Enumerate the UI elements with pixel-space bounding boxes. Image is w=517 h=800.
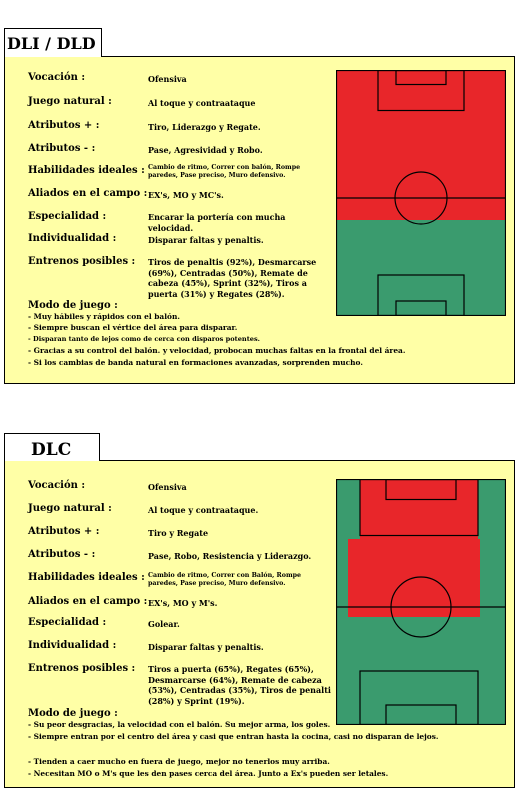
row-value: Pase, Agresividad y Robo.: [148, 145, 263, 155]
pitch-green-zone: [336, 220, 506, 316]
pitch-red-zone: [360, 479, 478, 539]
play-style-line: - Necesitan MO o M's que les den pases cerca del área. Junto a Ex's pueden ser letales.: [28, 769, 389, 778]
row-label: Aliados en el campo :: [28, 596, 148, 607]
row-value: Encarar la portería con mucha velocidad.: [148, 212, 286, 233]
row-value: Tiros a puerta (65%), Regates (65%), Desmarcarse (64%), Remate de cabeza (53%), Centradas (35%), Tiros de penalti (28%) y Sprint (19%).: [148, 664, 331, 706]
row-value: EX's, MO y MC's.: [148, 190, 224, 200]
row-value: Cambio de ritmo, Correr con balón, Rompe paredes, Pase preciso, Muro defensivo.: [148, 164, 301, 179]
play-style-line: - Siempre buscan el vértice del área para disparar.: [28, 323, 238, 332]
row-value: Disparar faltas y penaltis.: [148, 642, 264, 652]
row-label: Atributos - :: [28, 549, 96, 560]
row-label: Atributos + :: [28, 120, 100, 131]
football-pitch-diagram: [336, 70, 506, 316]
row-value: Tiro y Regate: [148, 528, 209, 538]
row-label: Aliados en el campo :: [28, 188, 148, 199]
row-label: Entrenos posibles :: [28, 256, 136, 267]
row-value: Ofensiva: [148, 74, 187, 84]
row-value: Al toque y contraataque: [148, 98, 256, 108]
play-style-line: - Si los cambias de banda natural en formaciones avanzadas, sorprenden mucho.: [28, 358, 363, 367]
row-label: Especialidad :: [28, 211, 107, 222]
row-value: Al toque y contraataque.: [148, 505, 259, 515]
row-value: EX's, MO y M's.: [148, 598, 218, 608]
row-value: Tiros de penaltis (92%), Desmarcarse (69%), Centradas (50%), Remate de cabeza (45%), Sprint (32%), Tiros a puerta (31%) y Regates (28%).: [148, 257, 317, 299]
row-label: Entrenos posibles :: [28, 663, 136, 674]
row-label: Juego natural :: [28, 96, 112, 107]
row-label: Vocación :: [28, 480, 86, 491]
play-style-line: - Disparan tanto de lejos como de cerca con disparos potentes.: [28, 335, 260, 343]
row-label: Especialidad :: [28, 617, 107, 628]
row-value: Cambio de ritmo, Correr con Balón, Rompe paredes, Pase preciso, Muro defensivo.: [148, 572, 302, 587]
row-label: Individualidad :: [28, 233, 117, 244]
football-pitch-diagram: [336, 479, 506, 725]
play-style-line: - Muy hábiles y rápidos con el balón.: [28, 312, 180, 321]
play-style-line: - Gracias a su control del balón. y velocidad, probocan muchas faltas en la frontal del área.: [28, 346, 406, 355]
section-title-dli-dld: DLI / DLD: [4, 28, 102, 57]
row-label: Juego natural :: [28, 503, 112, 514]
row-value: Golear.: [148, 619, 180, 629]
section-title-dlc: DLC: [4, 433, 100, 461]
row-label: Habilidades ideales :: [28, 572, 145, 583]
row-label: Atributos - :: [28, 143, 96, 154]
row-label: Habilidades ideales :: [28, 165, 145, 176]
play-style-line: - Siempre entran por el centro del área y casi que entran hasta la cocina, casi no disparan de lejos.: [28, 732, 439, 741]
row-label: Individualidad :: [28, 640, 117, 651]
play-style-title: Modo de juego :: [28, 708, 118, 719]
row-label: Vocación :: [28, 72, 86, 83]
play-style-title: Modo de juego :: [28, 300, 118, 311]
play-style-line: - Su peor desgracias, la velocidad con el balón. Su mejor arma, los goles.: [28, 720, 331, 729]
row-label: Atributos + :: [28, 526, 100, 537]
row-value: Tiro, Liderazgo y Regate.: [148, 122, 261, 132]
play-style-line: - Tienden a caer mucho en fuera de juego, mejor no tenerlos muy arriba.: [28, 757, 330, 766]
row-value: Pase, Robo, Resistencia y Liderazgo.: [148, 551, 312, 561]
row-value: Ofensiva: [148, 482, 187, 492]
row-value: Disparar faltas y penaltis.: [148, 235, 264, 245]
